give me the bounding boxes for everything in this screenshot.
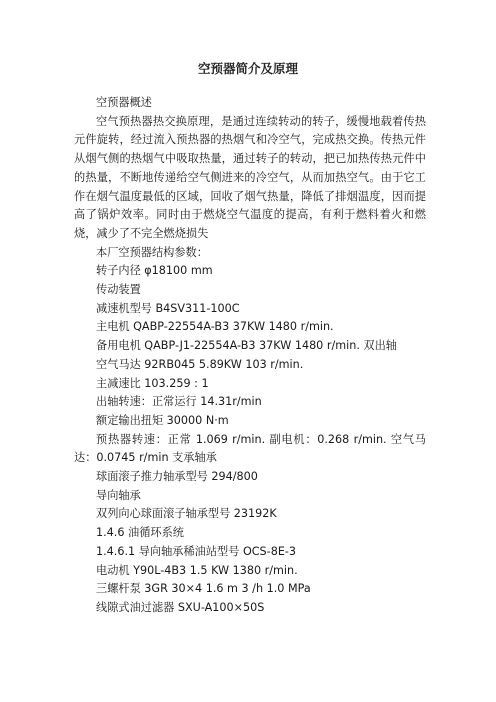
param-line: 额定输出扭矩 30000 N·m	[96, 413, 229, 427]
param-line: 导向轴承	[96, 488, 141, 502]
param-line: 备用电机 QABP-J1-22554A-B3 37KW 1480 r/min. 双出轴	[96, 339, 397, 353]
param-line: 转子内径 φ18100 mm	[96, 264, 213, 278]
param-line: 线隙式油过滤器 SXU-A100×50S	[96, 600, 265, 614]
param-line: 电动机 Y90L-4B3 1.5 KW 1380 r/min.	[96, 563, 298, 577]
param-line: 出轴转速：正常运行 14.31r/min	[96, 395, 262, 409]
param-line: 空气马达 92RB045 5.89KW 103 r/min.	[96, 357, 304, 371]
subsection-heading: 1.4.6.1 导向轴承稀油站型号 OCS-8E-3	[96, 544, 297, 558]
param-line: 双列向心球面滚子轴承型号 23192K	[96, 507, 277, 521]
preheater-speed-paragraph: 预热器转速：正常 1.069 r/min. 副电机：0.268 r/min. 空气马达：0.0745 r/min 支承轴承	[74, 432, 426, 465]
document-title: 空预器简介及原理	[197, 61, 298, 76]
section-heading: 1.4.6 油循环系统	[96, 526, 184, 540]
param-line: 减速机型号 B4SV311-100C	[96, 301, 240, 315]
param-line: 球面滚子推力轴承型号 294/800	[96, 470, 258, 484]
overview-heading: 空预器概述	[96, 96, 152, 109]
document-body	[74, 94, 426, 618]
param-line: 传动装置	[96, 283, 141, 297]
param-line: 三螺杆泵 3GR 30×4 1.6 m 3 /h 1.0 MPa	[96, 582, 311, 596]
param-line: 主减速比 103.259 : 1	[96, 376, 209, 390]
overview-paragraph: 空气预热器热交换原理，是通过连续转动的转子，缓慢地载着传热元件旋转，经过流入预热器的热烟气和冷空气，完成热交换。传热元件从烟气侧的热烟气中吸取热量，通过转子的转动，把已加热传热元件中的热量，不断地传递给空气侧进来的冷空气，从而加热空气。由于它工作在烟气温度最低的区域，回收了烟气热量，降低了排烟温度，因而提高了锅炉效率。同时由于燃烧空气温度的提高，有利于燃料着火和燃烧，减少了不完全燃烧损失	[74, 114, 426, 240]
param-line: 主电机 QABP-22554A-B3 37KW 1480 r/min.	[96, 320, 334, 334]
params-heading: 本厂空预器结构参数：	[96, 245, 208, 259]
